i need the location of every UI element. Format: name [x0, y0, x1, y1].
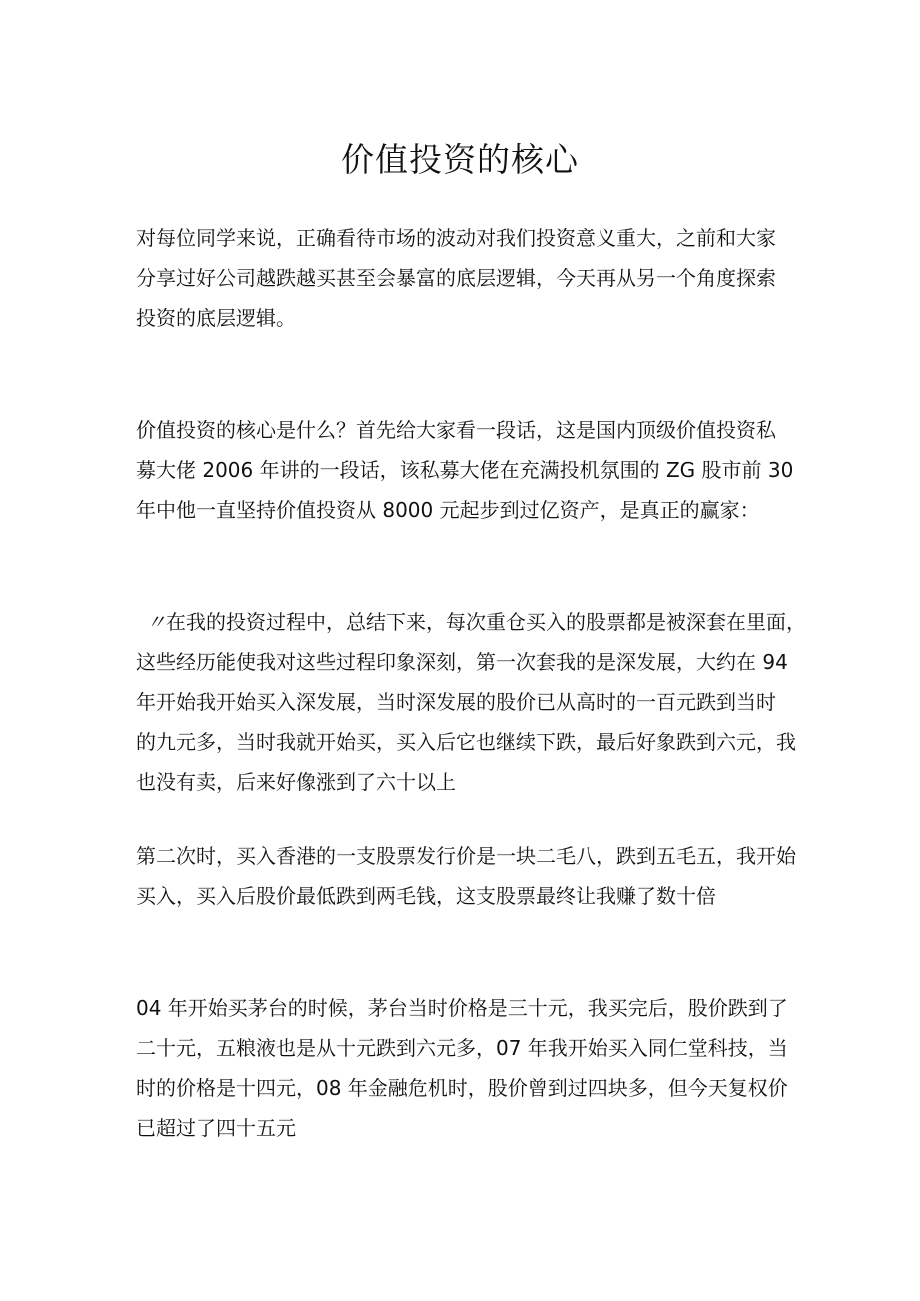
- text-line: 募大佬 2006 年讲的一段话，该私募大佬在充满投机氛围的 ZG 股市前 30: [136, 458, 794, 482]
- text-line: 买入，买入后股价最低跌到两毛钱，这支股票最终让我赚了数十倍: [136, 884, 716, 908]
- text-line-content: 在我的投资过程中，总结下来，每次重仓买入的股票都是被深套在里面，: [166, 610, 806, 634]
- text-line: 这些经历能使我对这些过程印象深刻，第一次套我的是深发展，大约在 94: [136, 650, 788, 674]
- text-line: 已超过了四十五元: [136, 1116, 296, 1140]
- text-line: 分享过好公司越跌越买甚至会暴富的底层逻辑，今天再从另一个角度探索: [136, 266, 776, 290]
- text-line: 投资的底层逻辑。: [136, 306, 296, 330]
- text-line: 年开始我开始买入深发展，当时深发展的股价已从高时的一百元跌到当时: [136, 690, 776, 714]
- text-line: 第二次时，买入香港的一支股票发行价是一块二毛八，跌到五毛五，我开始: [136, 844, 796, 868]
- paragraph-moutai: [136, 988, 786, 1148]
- text-line: 二十元，五粮液也是从十元跌到六元多，07 年我开始买入同仁堂科技，当: [136, 1036, 788, 1060]
- paragraph-core-question: [136, 410, 794, 530]
- paragraph-second-time: [136, 836, 796, 916]
- paragraph-quote: [136, 602, 806, 802]
- paragraph-intro: [136, 218, 786, 338]
- text-line: 年中他一直坚持价值投资从 8000 元起步到过亿资产，是真正的赢家：: [136, 498, 760, 522]
- quote-mark-icon: 〃: [146, 610, 166, 634]
- text-line: 也没有卖，后来好像涨到了六十以上: [136, 770, 456, 794]
- text-line: 04 年开始买茅台的时候，茅台当时价格是三十元，我买完后，股价跌到了: [136, 996, 788, 1020]
- text-line: 对每位同学来说，正确看待市场的波动对我们投资意义重大，之前和大家: [136, 226, 776, 250]
- document-title: 价值投资的核心: [341, 140, 579, 179]
- text-line: [136, 602, 806, 642]
- text-line: 价值投资的核心是什么？首先给大家看一段话，这是国内顶级价值投资私: [136, 418, 776, 442]
- text-line: 的九元多，当时我就开始买，买入后它也继续下跌，最后好象跌到六元，我: [136, 730, 796, 754]
- text-line: 时的价格是十四元，08 年金融危机时，股价曾到过四块多，但今天复权价: [136, 1076, 788, 1100]
